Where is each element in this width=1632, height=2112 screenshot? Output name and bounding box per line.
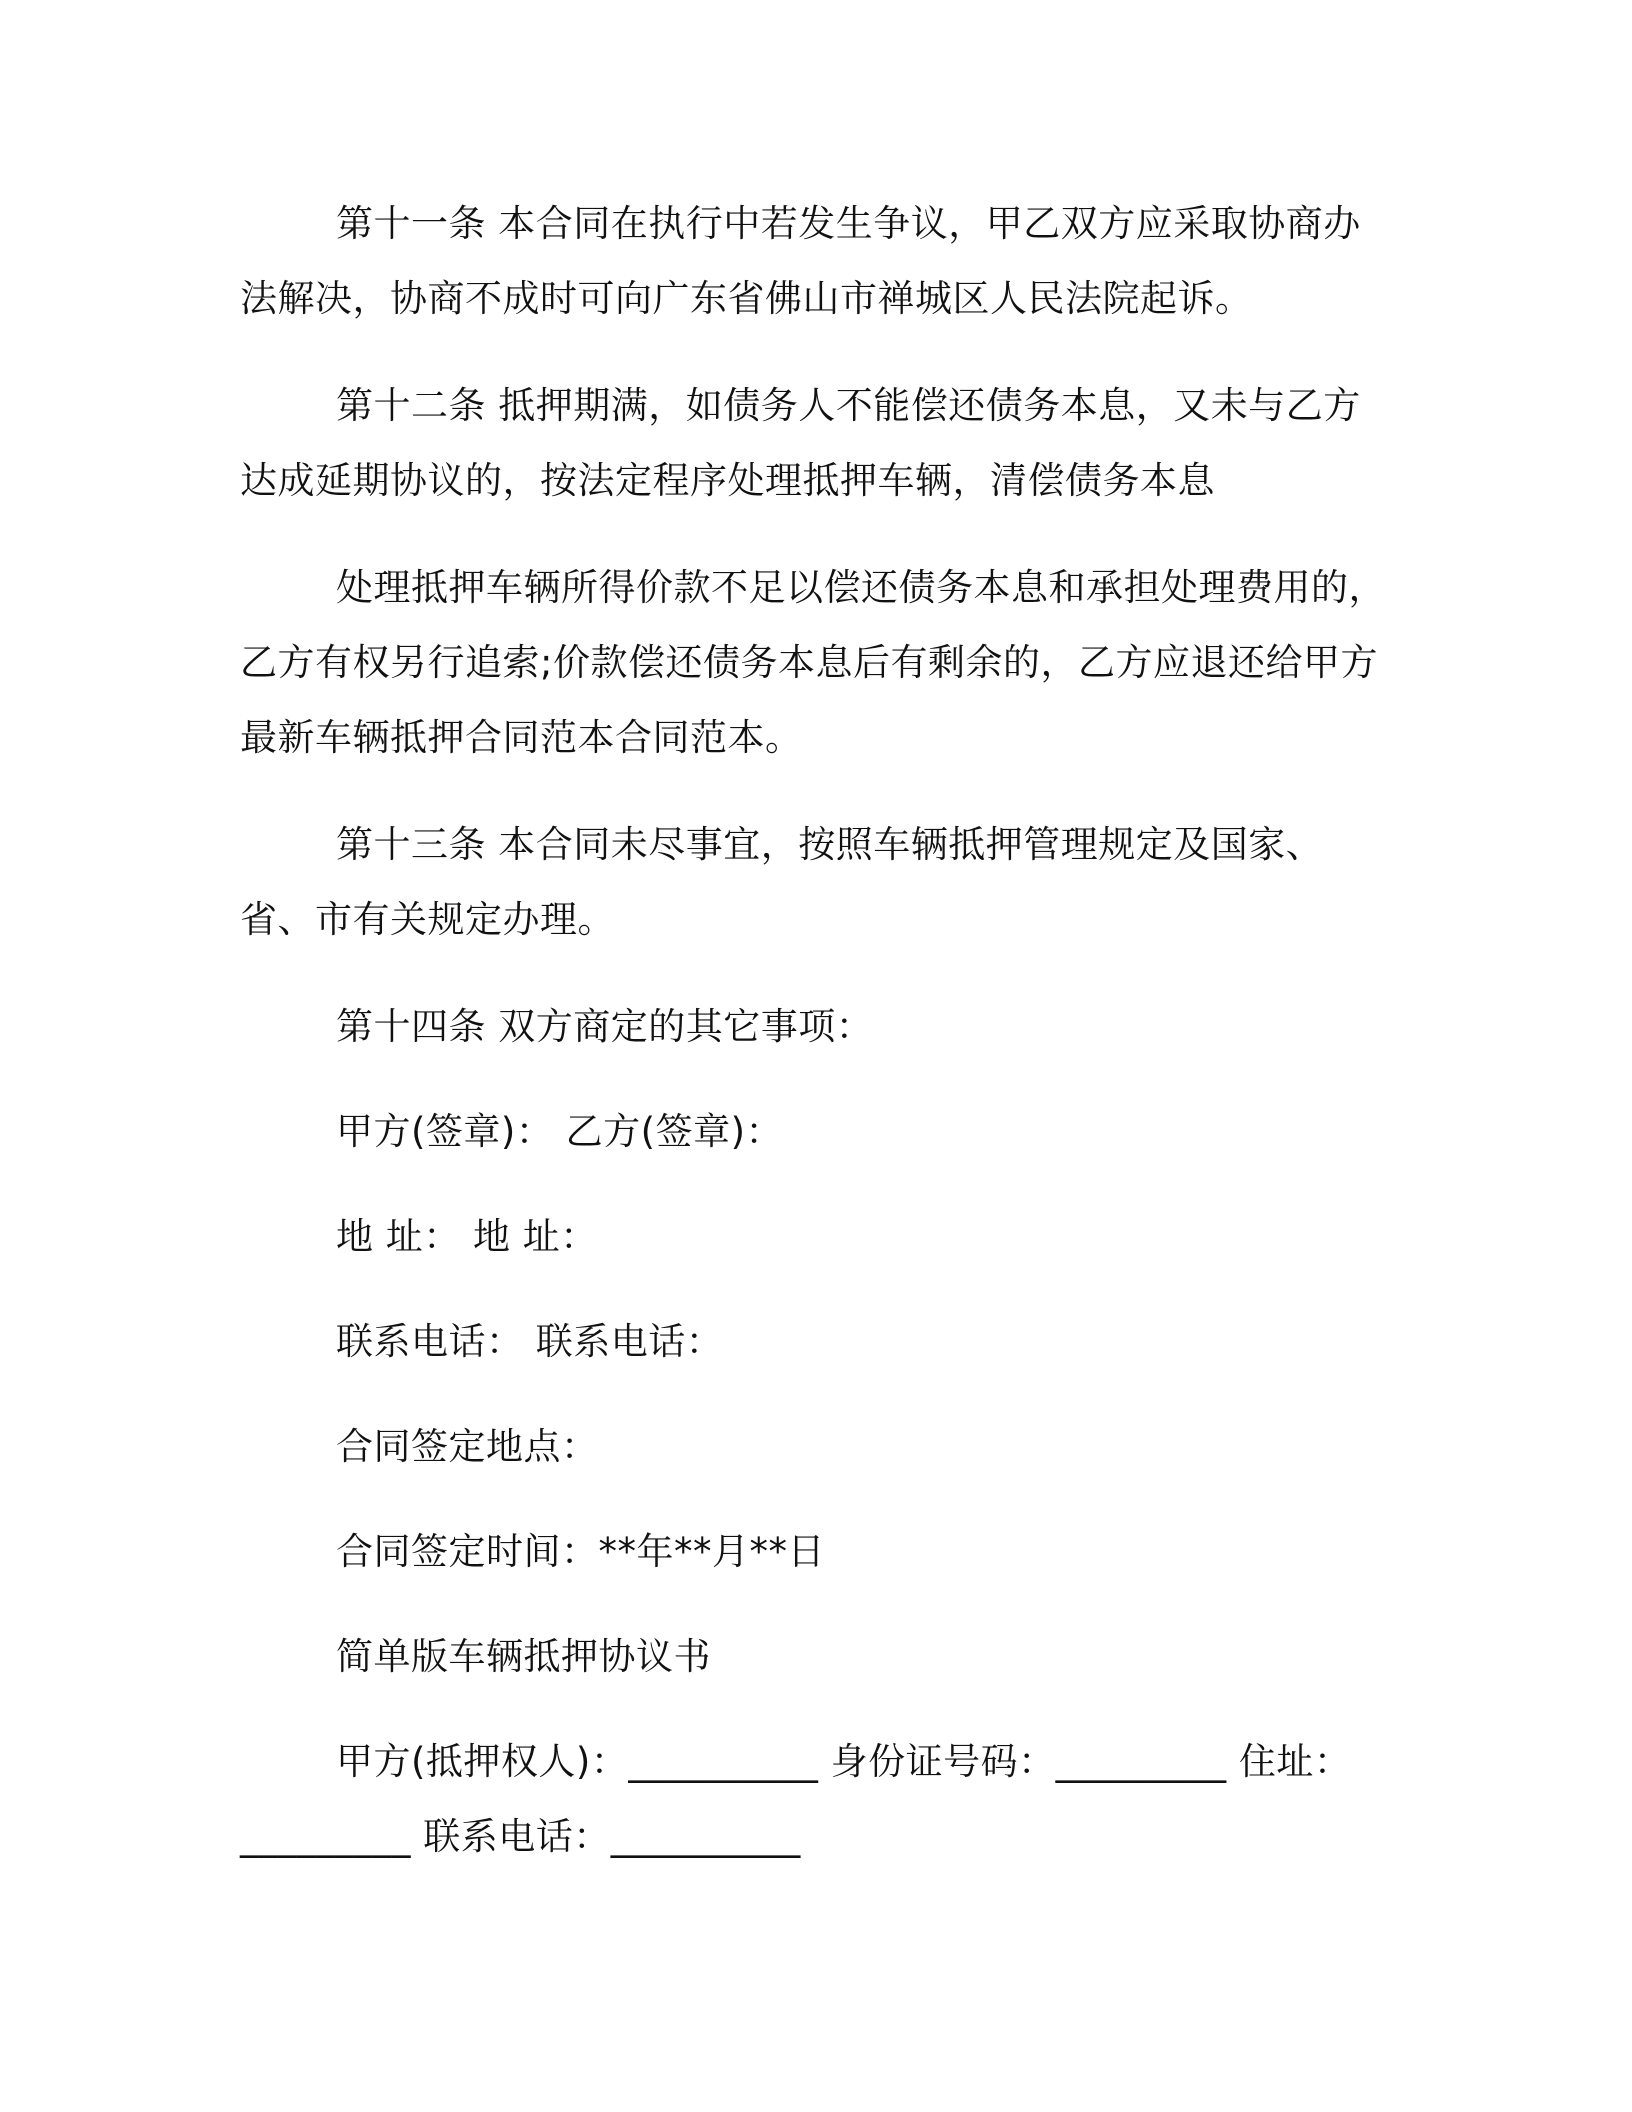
signing-time-line: 合同签定时间：**年**月**日 [336, 1530, 825, 1573]
article-12-paragraph: 第十二条 抵押期满，如债务人不能偿还债务本息，又未与乙方达成延期协议的，按法定程序处理抵押车辆，清偿债务本息 [240, 384, 1361, 502]
agreement-title-line: 简单版车辆抵押协议书 [336, 1635, 711, 1678]
party-a-details-paragraph: 甲方(抵押权人)：__________ 身份证号码：_________ 住址：_________ 联系电话：__________ [240, 1740, 1352, 1858]
article-13-paragraph: 第十三条 本合同未尽事宜，按照车辆抵押管理规定及国家、省、市有关规定办理。 [240, 823, 1324, 941]
signature-line: 甲方(签章)： 乙方(签章)： [336, 1110, 784, 1153]
address-line: 地 址： 地 址： [336, 1215, 598, 1258]
article-14-paragraph: 第十四条 双方商定的其它事项： [336, 1005, 874, 1048]
phone-line: 联系电话： 联系电话： [336, 1320, 724, 1363]
document-body [240, 186, 1390, 1906]
signing-place-line: 合同签定地点： [336, 1425, 599, 1468]
article-11-paragraph: 第十一条 本合同在执行中若发生争议，甲乙双方应采取协商办法解决，协商不成时可向广东省佛山市禅城区人民法院起诉。 [240, 202, 1361, 320]
disposal-proceeds-paragraph: 处理抵押车辆所得价款不足以偿还债务本息和承担处理费用的，乙方有权另行追索;价款偿还债务本息后有剩余的，乙方应退还给甲方最新车辆抵押合同范本合同范本。 [240, 566, 1386, 759]
